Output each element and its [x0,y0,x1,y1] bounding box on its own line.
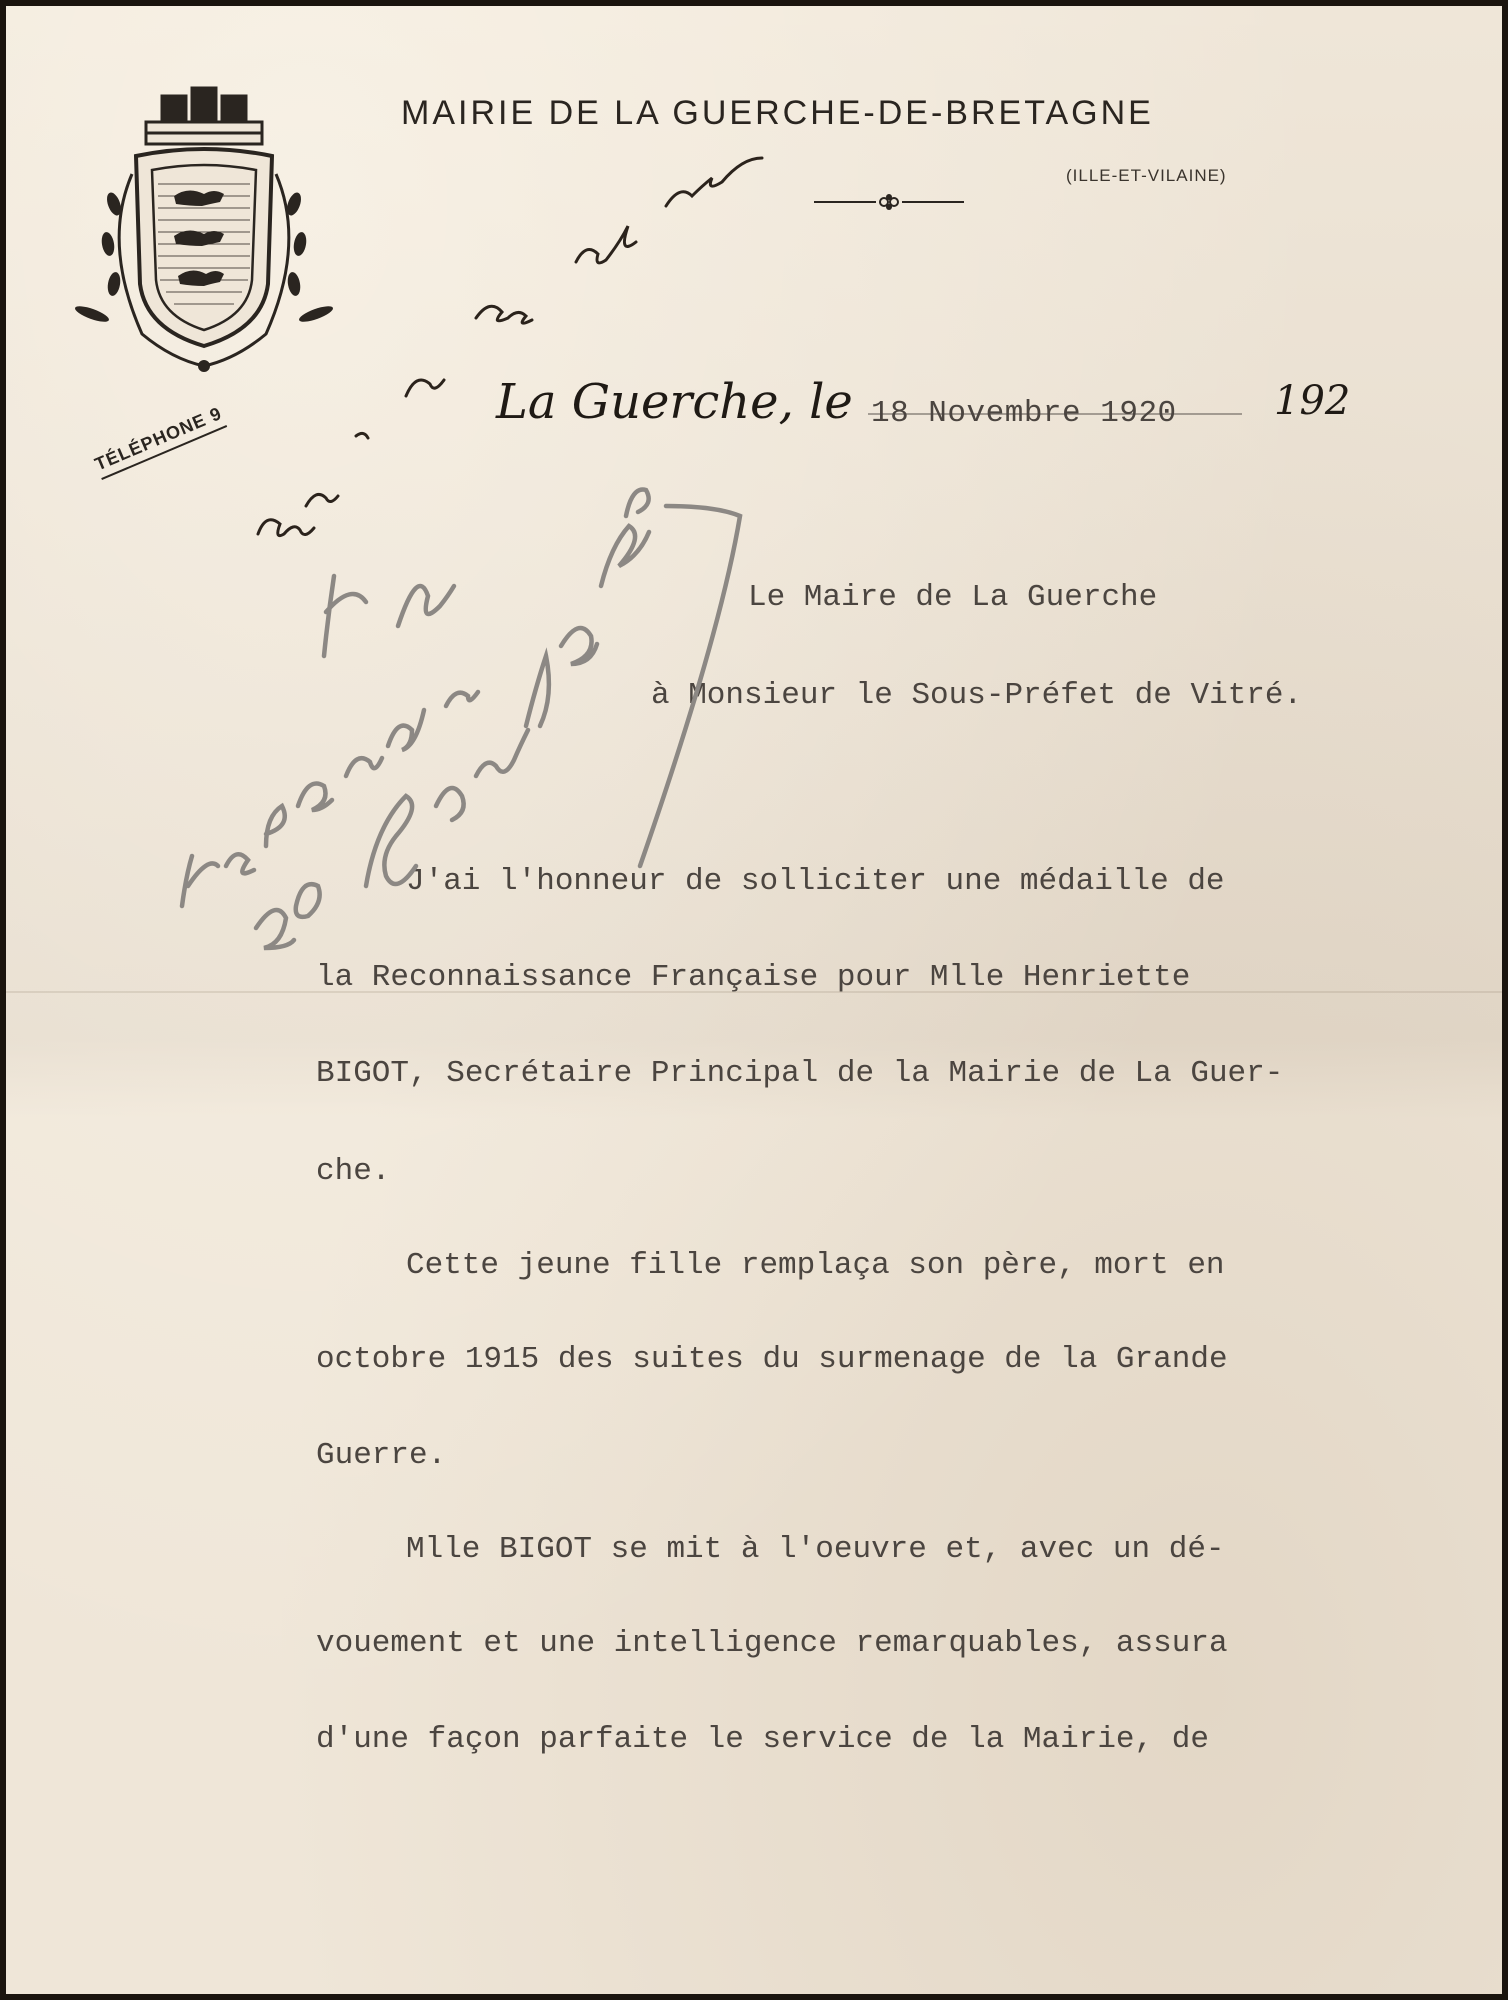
body-line: vouement et une intelligence remarquables, assura [316,1626,1228,1661]
body-line: d'une façon parfaite le service de la Mairie, de [316,1722,1209,1757]
body-line: la Reconnaissance Française pour Mlle Henriette [316,960,1191,995]
sender-line: Le Maire de La Guerche [748,580,1158,615]
letterhead-title: MAIRIE DE LA GUERCHE-DE-BRETAGNE [401,94,1154,132]
letterhead-department: (ILLE-ET-VILAINE) [1066,166,1227,185]
dateline-place: La Guerche, le [496,374,853,430]
ornament-divider-icon [814,192,964,212]
dateline-printed-year: 192 [1274,378,1351,424]
letter-sheet [6,6,1502,1994]
body-line: J'ai l'honneur de solliciter une médaille de [406,864,1225,899]
body-line: Cette jeune fille remplaça son père, mort en [406,1248,1225,1283]
body-line: BIGOT, Secrétaire Principal de la Mairie de La Guer- [316,1056,1284,1091]
dateline-date: 18 Novembre 1920 [871,396,1177,431]
body-line: che. [316,1154,391,1189]
telephone-number: TÉLÉPHONE 9 [92,403,227,480]
body-line: octobre 1915 des suites du surmenage de la Grande [316,1342,1228,1377]
recipient-line: à Monsieur le Sous-Préfet de Vitré. [651,678,1303,713]
body-line: Guerre. [316,1438,447,1473]
body-line: Mlle BIGOT se mit à l'oeuvre et, avec un dé- [406,1532,1225,1567]
coat-of-arms-icon [62,84,342,374]
